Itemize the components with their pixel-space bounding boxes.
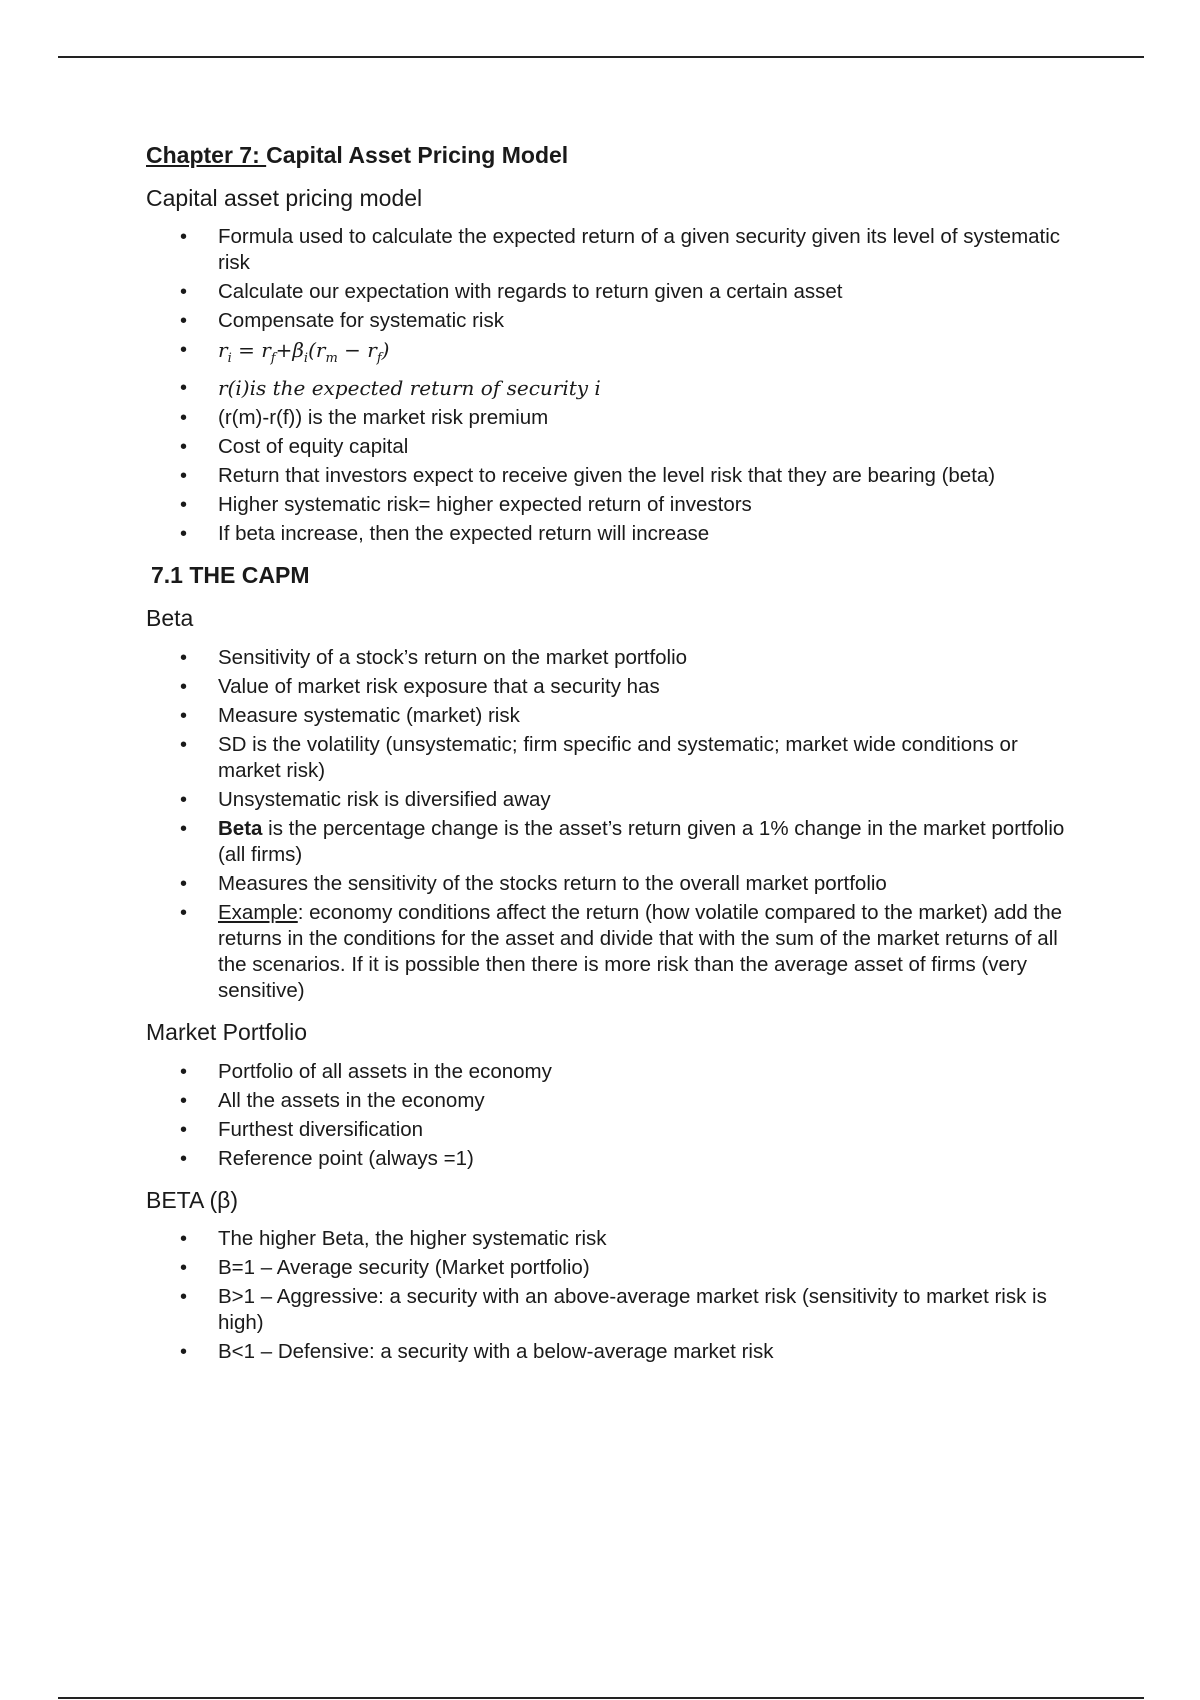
capm-heading: Capital asset pricing model bbox=[146, 184, 423, 211]
list-item: • B<1 – Defensive: a security with a below-average market risk bbox=[146, 1339, 1066, 1365]
list-item: • Furthest diversification bbox=[146, 1117, 1066, 1143]
list-item: • Sensitivity of a stock’s return on the market portfolio bbox=[146, 645, 1066, 671]
beta-symbol-list bbox=[146, 1226, 1066, 1365]
list-item: • If beta increase, then the expected return will increase bbox=[146, 521, 1066, 547]
capm-formula: • $r_i = r_f+\beta_i(r_m - r_f)$ bbox=[146, 337, 1066, 372]
list-item: • Portfolio of all assets in the economy bbox=[146, 1059, 1066, 1085]
list-item: • Measures the sensitivity of the stocks return to the overall market portfolio bbox=[146, 871, 1066, 897]
chapter-title bbox=[146, 142, 1066, 170]
market-portfolio-heading: Market Portfolio bbox=[146, 1018, 308, 1045]
beta-definition-item: • Beta is the percentage change is the asset’s return given a 1% change in the market portfolio (all firms) bbox=[146, 816, 1066, 868]
list-item: • Formula used to calculate the expected return of a given security given its level of systematic risk bbox=[146, 224, 1066, 276]
list-item: • Compensate for systematic risk bbox=[146, 308, 1066, 334]
list-item: • B=1 – Average security (Market portfolio) bbox=[146, 1255, 1066, 1281]
section-71-heading: 7.1 THE CAPM bbox=[151, 562, 310, 589]
chapter-name: Capital Asset Pricing Model bbox=[266, 142, 569, 168]
top-rule bbox=[58, 56, 1144, 58]
list-item: • Measure systematic (market) risk bbox=[146, 703, 1066, 729]
list-item: • Return that investors expect to receive given the level risk that they are bearing (beta) bbox=[146, 463, 1066, 489]
beta-symbol-heading: BETA (β) bbox=[146, 1186, 239, 1213]
bottom-rule bbox=[58, 1697, 1144, 1699]
beta-list bbox=[146, 645, 1066, 1004]
list-item: • Reference point (always =1) bbox=[146, 1146, 1066, 1172]
list-item: • (r(m)-r(f)) is the market risk premium bbox=[146, 405, 1066, 431]
market-portfolio-list bbox=[146, 1059, 1066, 1172]
list-item: • Value of market risk exposure that a security has bbox=[146, 674, 1066, 700]
document-page bbox=[146, 142, 1066, 1379]
list-item: • Unsystematic risk is diversified away bbox=[146, 787, 1066, 813]
capm-list bbox=[146, 224, 1066, 547]
list-item: • All the assets in the economy bbox=[146, 1088, 1066, 1114]
list-item: • The higher Beta, the higher systematic risk bbox=[146, 1226, 1066, 1252]
list-item: • Cost of equity capital bbox=[146, 434, 1066, 460]
capm-definition: • r(i)is the expected return of security i bbox=[146, 375, 1066, 402]
example-item: • Example: economy conditions affect the return (how volatile compared to the market) add the returns in the conditions for the asset and divide that with the sum of the market returns of all the scenarios. If it is possible then there is more risk than the average asset of firms (very sensitive) bbox=[146, 900, 1066, 1004]
list-item: • B>1 – Aggressive: a security with an above-average market risk (sensitivity to market risk is high) bbox=[146, 1284, 1066, 1336]
list-item: • Higher systematic risk= higher expected return of investors bbox=[146, 492, 1066, 518]
list-item: • Calculate our expectation with regards to return given a certain asset bbox=[146, 279, 1066, 305]
list-item: • SD is the volatility (unsystematic; firm specific and systematic; market wide conditions or market risk) bbox=[146, 732, 1066, 784]
chapter-prefix: Chapter 7: bbox=[146, 142, 267, 168]
beta-heading: Beta bbox=[146, 605, 194, 632]
